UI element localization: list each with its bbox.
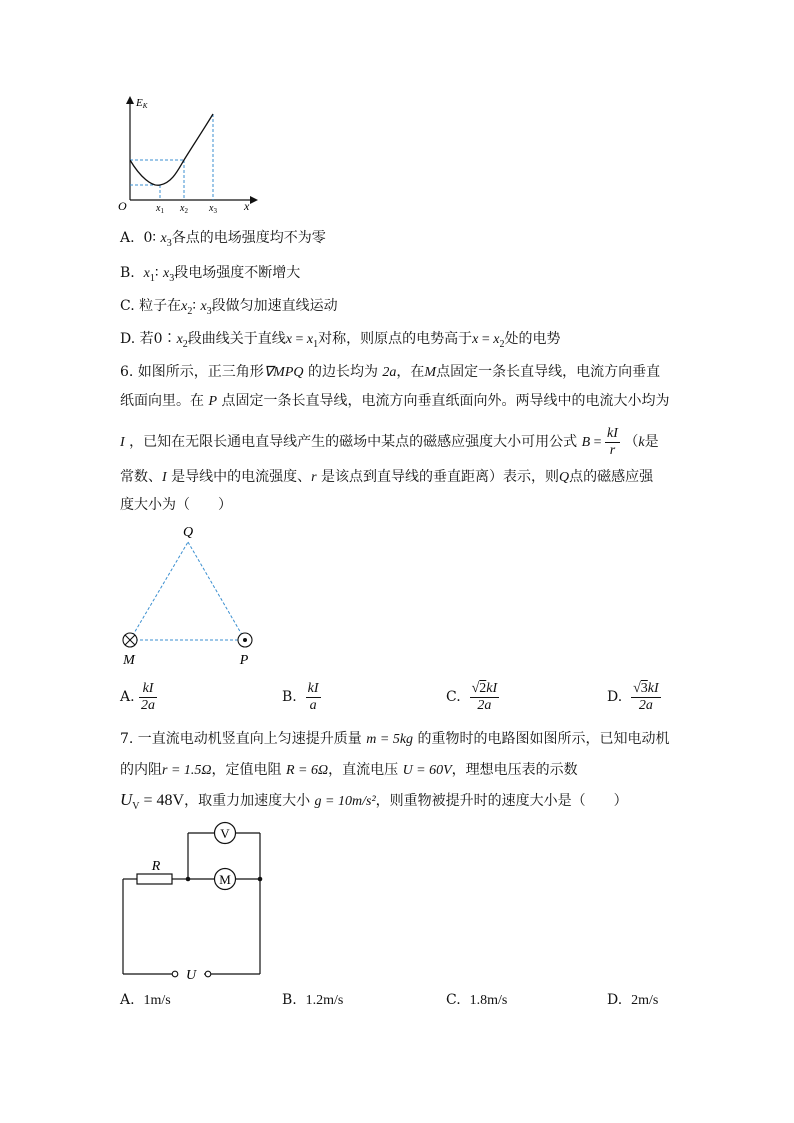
q7-circuit-figure [118,822,268,987]
q6-option-a: A. $\frac{kI}{2a}$ [120,680,156,713]
q6-stem-line5: 度大小为（ ） [120,497,232,513]
q7-option-d: D. 2m/s [607,992,659,1008]
q7-stem-line2: 的内阻r = 1.5Ω，定值电阻 R = 6Ω，直流电压 U = 60V，理想电压表的示数 [120,762,578,778]
q7-option-c: C. 1.8m/s [446,992,508,1008]
label-m: M [123,653,135,668]
tick-x1: $x_1$ [156,203,164,215]
origin-label: O [118,199,127,213]
q6-option-d: D. $\frac{√3kI}{2a}$ [607,680,659,713]
terminal-left [172,971,178,977]
q6-stem-line2: 纸面向里。在 P 点固定一条长直导线，电流方向垂直纸面向外。两导线中的电流大小均为 [120,393,670,409]
svg-text:R: R [151,859,161,874]
q6-triangle-figure [115,520,275,670]
q6-stem-line3: I ，已知在无限长通电直导线产生的磁场中某点的磁感应强度大小可用公式 B = $\frac{kI}{r}$ （k是 [120,425,659,458]
y-axis-label: EK [136,97,148,110]
voltmeter-icon [215,823,236,844]
q7-stem-line1: 7. 一直流电动机竖直向上匀速提升质量 m = 5kg 的重物时的电路图如图所示，已知电动机 [120,731,670,747]
terminal-right [205,971,211,977]
q6-stem-line4: 常数、I 是导线中的电流强度、r 是该点到直导线的垂直距离）表示，则Q点的磁感应强 [120,469,654,485]
q5-option-a: A. 0∶ $x_3$各点的电场强度均不为零 [120,230,326,249]
q5-option-c: C. 粒子在$x_2∶$ $x_3$段做匀加速直线运动 [120,298,338,317]
q7-option-a: A. 1m/s [120,992,171,1008]
label-p: P [239,653,249,668]
x-axis-label: x [244,199,250,213]
svg-text:U: U [185,968,197,983]
tick-x3: $x_3$ [209,203,217,215]
q5-option-b: B. $x_1∶$ $x_3$段电场强度不断增大 [120,265,301,284]
q6-option-c: C. $\frac{√2kI}{2a}$ [446,680,498,713]
current-out-icon [238,633,252,647]
svg-text:M: M [219,872,231,887]
q6-stem-line1: 6. 如图所示，正三角形∇MPQ 的边长均为 2a，在M点固定一条长直导线，电流方向垂直 [120,364,661,380]
ek-graph [110,92,260,217]
svg-text:V: V [220,826,230,841]
motor-icon [215,869,236,890]
q7-option-b: B. 1.2m/s [282,992,344,1008]
tick-x2: $x_2$ [180,203,188,215]
q7-stem-line3: $U_V = 48V$，取重力加速度大小 g = 10m/s²，则重物被提升时的速度大小是（ ） [120,790,628,812]
resistor-r [137,874,172,884]
label-q: Q [182,525,194,540]
current-in-icon [123,633,137,647]
q5-option-d: D. 若$0∶x_2$段曲线关于直线$x = x_1$对称，则原点的电势高于$x = x_2$处的电势 [120,331,561,350]
q6-option-b: B. $\frac{kI}{a}$ [282,680,319,713]
